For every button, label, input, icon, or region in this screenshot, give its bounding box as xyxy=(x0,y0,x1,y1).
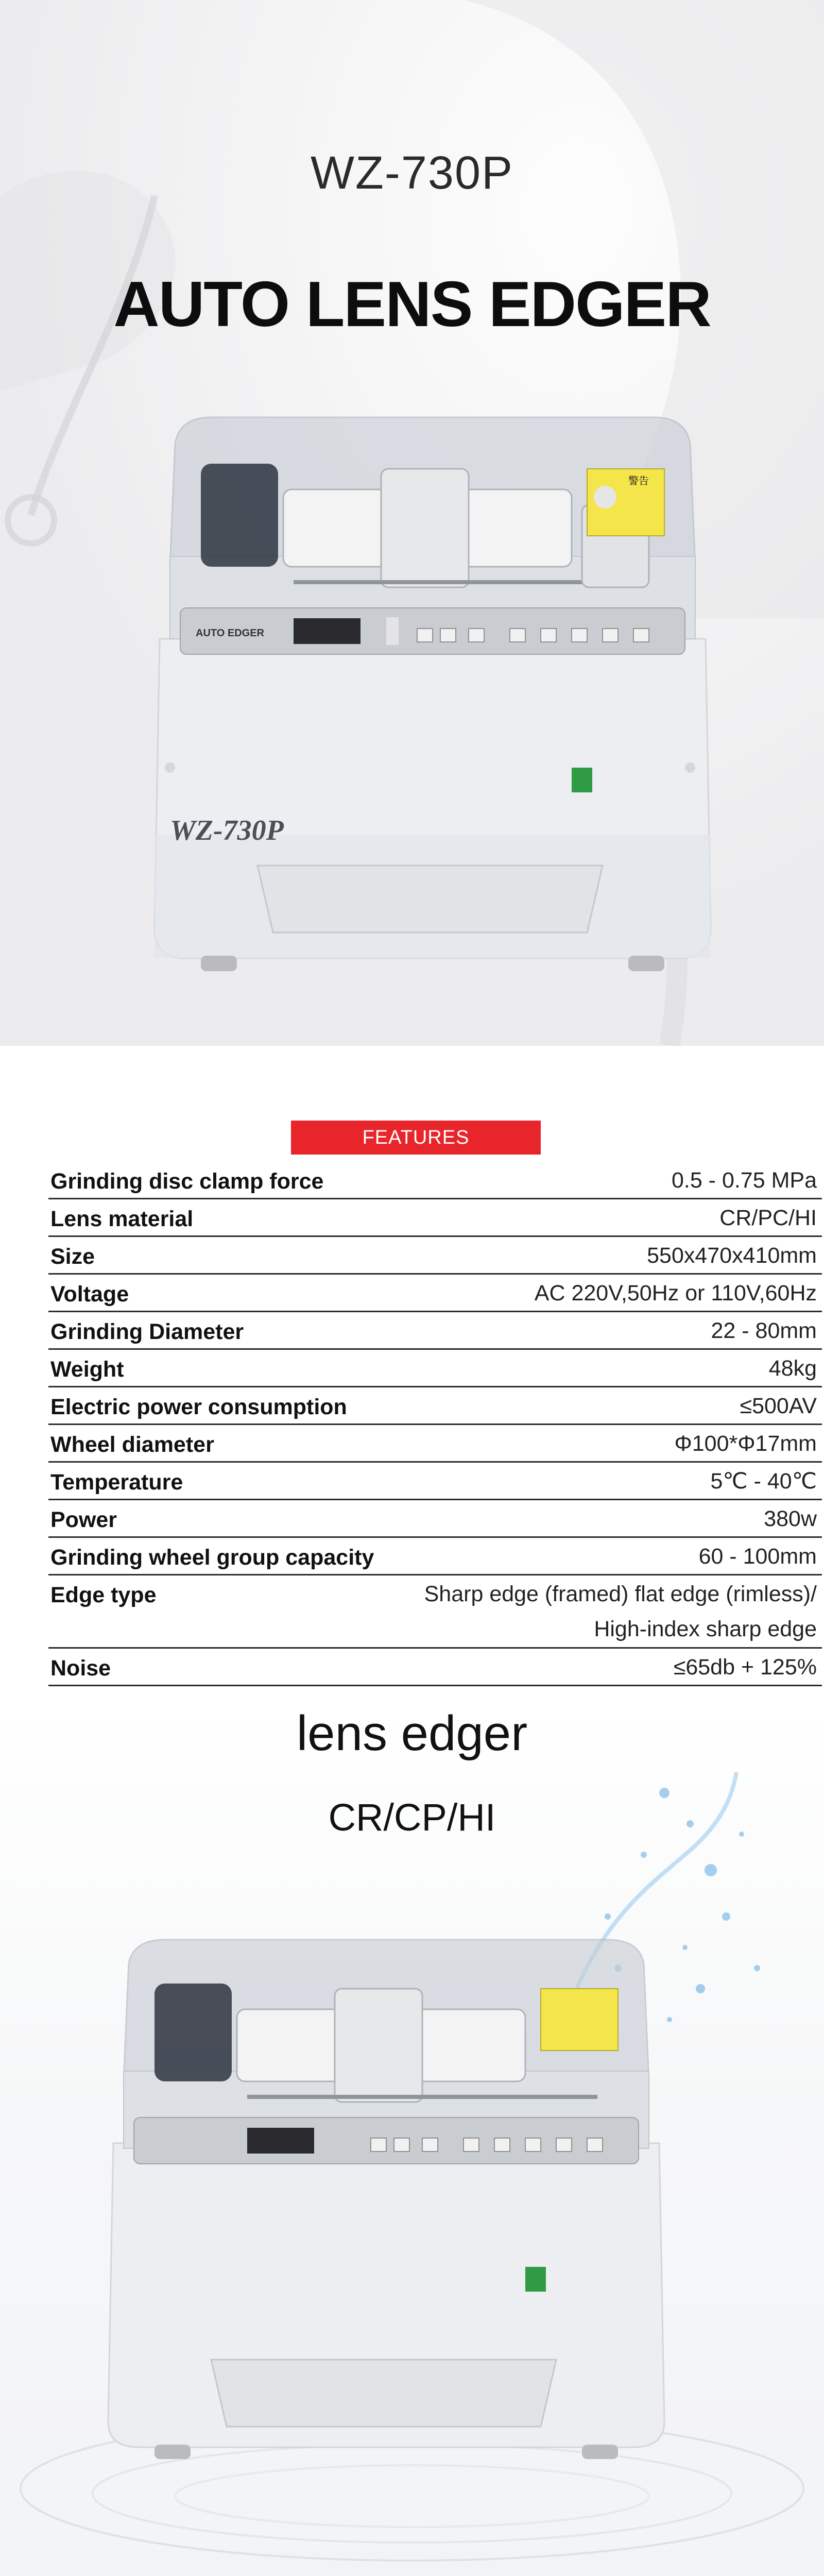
spec-value: 5℃ - 40℃ xyxy=(710,1469,817,1494)
spec-value: 60 - 100mm xyxy=(698,1544,817,1569)
spec-value: ≤500AV xyxy=(740,1394,817,1418)
spec-row xyxy=(48,1649,822,1686)
spec-value: 550x470x410mm xyxy=(647,1243,817,1268)
spec-label: Power xyxy=(50,1507,117,1532)
spec-label: Weight xyxy=(50,1357,124,1382)
spec-label: Grinding wheel group capacity xyxy=(50,1545,374,1570)
spec-row xyxy=(48,1275,822,1312)
spec-value-line: Sharp edge (framed) flat edge (rimless)/ xyxy=(424,1582,817,1606)
spec-value: 48kg xyxy=(768,1356,817,1381)
spec-table xyxy=(48,1162,822,1686)
warning-label: 警告 xyxy=(628,476,649,487)
hero-title: AUTO LENS EDGER xyxy=(113,269,711,340)
spec-label: Wheel diameter xyxy=(50,1432,214,1457)
spec-label: Temperature xyxy=(50,1470,183,1495)
spec-row xyxy=(48,1463,822,1500)
hero-section xyxy=(0,0,824,1046)
spec-label: Lens material xyxy=(50,1207,194,1231)
spec-row xyxy=(48,1575,822,1649)
spec-row xyxy=(48,1312,822,1350)
features-badge: FEATURES xyxy=(291,1121,541,1155)
spec-row xyxy=(48,1199,822,1237)
spec-value: 0.5 - 0.75 MPa xyxy=(671,1168,817,1193)
lens-edger-section xyxy=(0,1700,824,2576)
spec-row xyxy=(48,1237,822,1275)
spec-label: Grinding Diameter xyxy=(50,1319,244,1344)
spec-value: Φ100*Φ17mm xyxy=(674,1431,817,1456)
spec-row xyxy=(48,1500,822,1538)
spec-label: Size xyxy=(50,1244,95,1269)
spec-label: Grinding disc clamp force xyxy=(50,1169,324,1194)
spec-label: Electric power consumption xyxy=(50,1395,347,1419)
spec-value-multiline xyxy=(424,1577,817,1647)
section-subtitle: CR/CP/HI xyxy=(328,1796,496,1839)
spec-label: Voltage xyxy=(50,1282,129,1307)
spec-row xyxy=(48,1162,822,1199)
spec-value: 22 - 80mm xyxy=(711,1318,817,1343)
spec-row xyxy=(48,1387,822,1425)
spec-value: ≤65db + 125% xyxy=(673,1655,817,1680)
spec-row xyxy=(48,1350,822,1387)
spec-row xyxy=(48,1425,822,1463)
lens-edger-machine-image xyxy=(139,412,726,979)
spec-label: Noise xyxy=(50,1656,111,1681)
spec-value: CR/PC/HI xyxy=(719,1206,817,1230)
spec-value: AC 220V,50Hz or 110V,60Hz xyxy=(534,1281,817,1306)
spec-value-line: High-index sharp edge xyxy=(594,1617,817,1641)
machine-logo: WZ-730P xyxy=(170,815,284,846)
section-title: lens edger xyxy=(296,1706,528,1761)
panel-brand-label: AUTO EDGER xyxy=(196,628,264,639)
lens-edger-machine-image-2 xyxy=(93,1937,685,2468)
spec-label: Edge type xyxy=(50,1583,157,1607)
spec-value: 380w xyxy=(764,1506,817,1531)
model-title: WZ-730P xyxy=(310,147,514,199)
spec-row xyxy=(48,1538,822,1575)
